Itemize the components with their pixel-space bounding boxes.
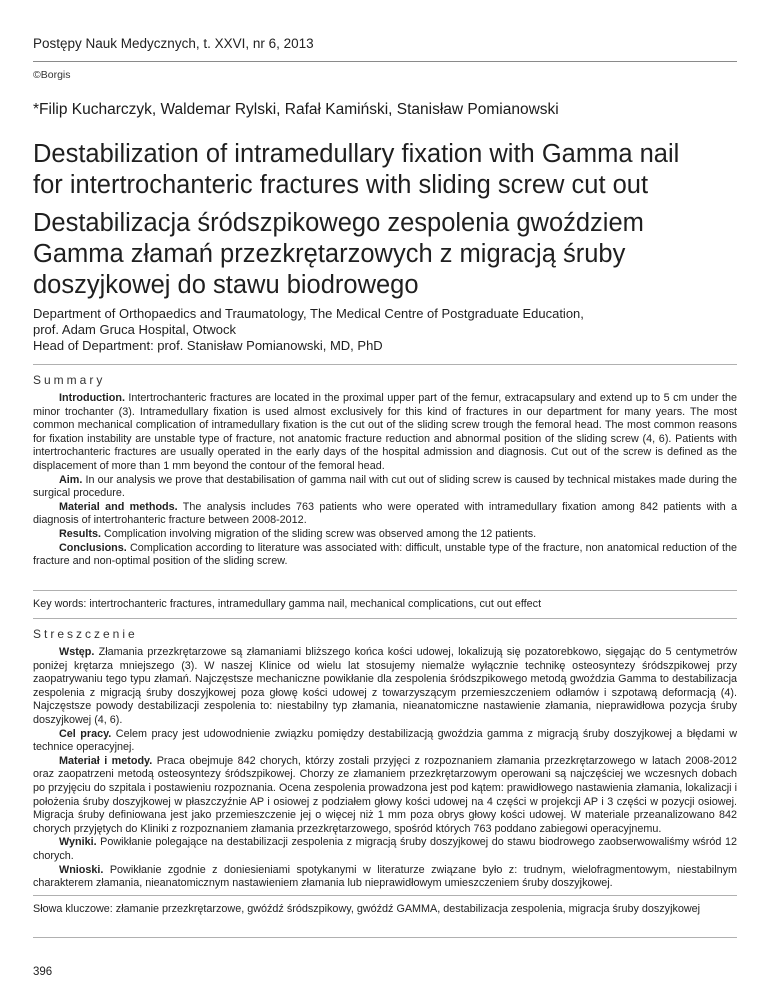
author-list: *Filip Kucharczyk, Waldemar Rylski, Rafał Kamiński, Stanisław Pomianowski — [33, 101, 559, 118]
summary-abstract — [33, 392, 737, 569]
affiliation — [33, 306, 737, 354]
affiliation-line: Department of Orthopaedics and Traumatology, The Medical Centre of Postgraduate Education, — [33, 306, 584, 321]
title-pl-line: Gamma złamań przezkrętarzowych z migracją śruby — [33, 240, 626, 268]
summary-paragraph: Aim. In our analysis we prove that destabilisation of gamma nail with cut out of sliding screw is caused by technical mistakes made during the surgical procedure. — [33, 473, 737, 500]
article-title-polish — [33, 208, 737, 301]
title-en-line: for intertrochanteric fractures with sliding screw cut out — [33, 171, 649, 199]
summary-paragraph: Conclusions. Complication according to literature was associated with: difficult, unstable type of the fracture, non anatomical reduction of the fracture and non-optimal position of the sliding screw. — [33, 541, 737, 568]
affiliation-line: prof. Adam Gruca Hospital, Otwock — [33, 322, 237, 337]
streszczenie-heading: Streszczenie — [33, 627, 138, 641]
article-title-english — [33, 139, 737, 201]
streszczenie-top-divider — [33, 618, 737, 619]
summary-paragraph: Introduction. Intertrochanteric fractures are located in the proximal upper part of the femur, extracapsulary and extend up to 5 cm under the minor trochanter (3). Intramedullary fixation is used almost exclusively for this kind of fractures in our department for many years. The most common mechanical complication of intramedullary fixation is the cut out of the sliding screw trough the femoral head. The most common reasons for fixation instability are unstable type of fracture, not anatomic fracture reduction and abnormal position of the sliding screw (4, 6). Patients with intertrochanteric fractures are usually operated in the early days of the hospital admission and diagnosis. Cut out of the screw is defined as the displacement of more than 1 mm beyond the contour of the femoral head. — [33, 392, 737, 472]
streszczenie-paragraph: Wstęp. Złamania przezkrętarzowe są złamaniami bliższego końca kości udowej, lokalizują się pozatorebkowo, sięgając do 5 centymetrów poniżej krętarza mniejszego (3). W naszej Klinice od wielu lat stosujemy niemalże wyłącznie technikę osteosyntezy śródszpikowej przy zaopatrywaniu tego typu złamań. Najczęstsze mechaniczne powikłanie dla zespolenia śródszpikowego metodą gwoździa Gamma to destabilizacja zespolenia z migracją śruby doszyjkowej poza głowę kości udowej z towarzyszącym przemieszczeniem odłamów i szpotawą deformacją (4). Najczęstsze powody destabilizacji zespolenia to: niestabilny typ złamania, nieanatomiczne nastawienie złamania, nieprawidłowa pozycja śruby doszyjkowej (4, 6). — [33, 646, 737, 726]
summary-keywords: Key words: intertrochanteric fractures, intramedullary gamma nail, mechanical complications, cut out effect — [33, 598, 542, 610]
page-number: 396 — [33, 966, 53, 978]
summary-paragraph: Material and methods. The analysis includes 763 patients who were operated with intramedullary fixation among 842 patients with a diagnosis of intertrohanteric fracture between 2008-2012. — [33, 500, 737, 527]
streszczenie-paragraph: Materiał i metody. Praca obejmuje 842 chorych, którzy zostali przyjęci z rozpoznaniem złamania przezkrętarzowego w latach 2008-2012 oraz zaopatrzeni metodą osteosyntezy śródszpikowej. Chorzy ze złamaniem przezkrętarzowym operowani są najczęściej we wczesnych dobach po przyjęciu do szpitala i postawieniu rozpoznania. Ocena zespolenia prowadzona jest pod kątem: prawidłowego nastawienia złamania, lokalizacji i położenia śruby doszyjkowej w płaszczyźnie AP i osiowej z podziałem głowy kości udowej na 4 części w projekcji AP i 3 części w pozycji osiowej. Migracja śruby definiowana jest jako przemieszczenie jej o więcej niż 1 mm poza obrys głowy kości udowej. W materiale przeanalizowano 842 chorych przyjętych do Kliniki z rozpoznaniem złamania przezkrętarzowego, spośród których 763 poddano zabiegowi operacyjnemu. — [33, 754, 737, 835]
journal-header: Postępy Nauk Medycznych, t. XXVI, nr 6, 2013 — [33, 36, 314, 51]
title-pl-line: doszyjkowej do stawu biodrowego — [33, 271, 419, 299]
streszczenie-paragraph: Cel pracy. Celem pracy jest udowodnienie związku pomiędzy destabilizacją gwoździa gamma z migracją śruby doszyjkowej a błędami w technice operacyjnej. — [33, 727, 738, 754]
streszczenie-abstract — [33, 646, 737, 891]
bottom-divider — [33, 937, 737, 938]
streszczenie-paragraph: Wyniki. Powikłanie polegające na destabilizacji zespolenia z migracją śruby doszyjkowej do stawu biodrowego zaobserwowaliśmy wśród 12 chorych. — [33, 836, 737, 862]
title-en-line: Destabilization of intramedullary fixation with Gamma nail — [33, 140, 680, 168]
affiliation-line: Head of Department: prof. Stanisław Pomianowski, MD, PhD — [33, 338, 383, 353]
header-divider — [33, 61, 737, 62]
summary-top-divider — [33, 364, 737, 365]
keywords-pl-divider — [33, 895, 737, 896]
streszczenie-keywords: Słowa kluczowe: złamanie przezkrętarzowe, gwóźdź śródszpikowy, gwóźdź GAMMA, destabilizacja zespolenia, migracja śruby doszyjkowej — [33, 903, 701, 915]
summary-heading: Summary — [33, 373, 106, 387]
summary-paragraph: Results. Complication involving migration of the sliding screw was observed among the 12 patients. — [59, 527, 537, 540]
streszczenie-paragraph: Wnioski. Powikłanie zgodnie z doniesieniami spotykanymi w literaturze związane było z: trudnym, wielofragmentowym, niestabilnym charakterem złamania, nieanatomicznym nastawieniem złamania lub nieprawidłowym umieszczeniem śruby doszyjkowej. — [33, 863, 737, 890]
title-pl-line: Destabilizacja śródszpikowego zespolenia gwoździem — [33, 209, 644, 237]
publisher-label: ©Borgis — [33, 69, 71, 81]
keywords-divider — [33, 590, 737, 591]
